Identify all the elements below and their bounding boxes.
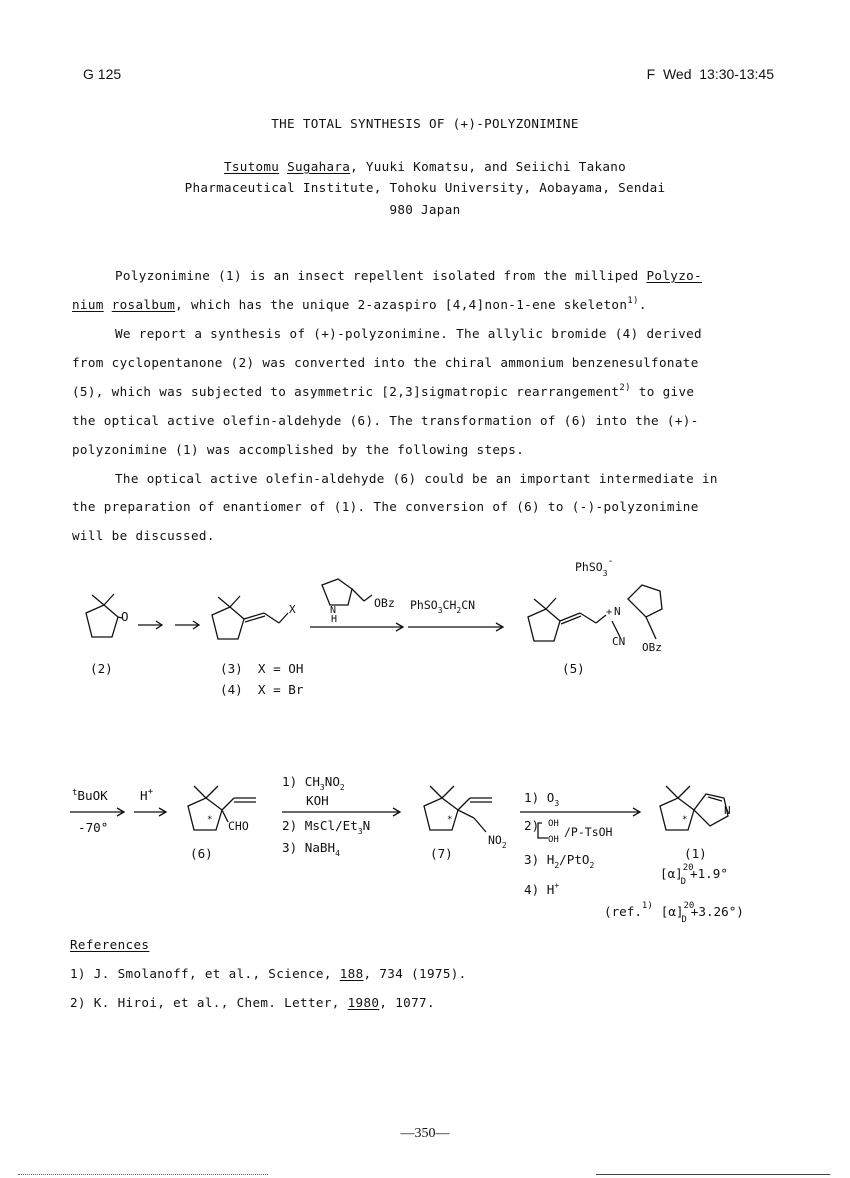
aldehyde-group: CHO (228, 819, 249, 833)
step-b1: 1) $O_3$ (524, 790, 560, 808)
affiliation-line-2: 980 Japan (389, 202, 461, 217)
reference-rotation: (ref.$^{1)}$ $[\alpha]^{20}$ D+3.26°) (604, 901, 744, 925)
acid-reagent: H+ (140, 787, 154, 803)
ammonium-charge: + (606, 607, 613, 618)
benzenesulfonate-anion: PhSO$_3$- (575, 556, 614, 578)
paragraph-1-line-2: nium rosalbum, which has the unique 2-azaspiro [4,4]non-1-ene skeleton$^{1)}$. (72, 296, 647, 312)
compound-label-2: (2) (90, 661, 113, 676)
ammonium-n: N (614, 605, 621, 618)
reaction-scheme-2 (0, 770, 850, 930)
author-line (0, 159, 850, 174)
step-b4: 4) H+ (524, 881, 560, 897)
optical-rotation: $[\alpha]^{20}$ D+1.9° (660, 863, 728, 887)
stereocenter-mark-6: * (207, 815, 213, 825)
ketone-oxygen: O (121, 609, 129, 624)
reagent-obz: OBz (374, 596, 395, 610)
author-first-name: Tsutomu (223, 159, 280, 174)
affiliation-line-1: Pharmaceutical Institute, Tohoku University, Aobayama, Sendai (184, 180, 666, 195)
product-obz: OBz (642, 641, 662, 654)
allyl-ring (212, 607, 244, 639)
author-rest: , Yuuki Komatsu, and Seiichi Takano (350, 159, 626, 174)
step-a1: 1) $CH_3NO_2$ (282, 774, 345, 792)
cyclopentanone-ring (86, 605, 118, 637)
product-cn: CN (612, 635, 626, 648)
compound-label-7: (7) (430, 846, 453, 861)
bottom-rule-right (596, 1174, 830, 1175)
pyrrolidine-n: N (330, 605, 337, 616)
stereocenter-mark-1: * (682, 815, 688, 825)
reaction-scheme-1 (0, 555, 850, 715)
step-b3: 3) $H_2/PtO_2$ (524, 852, 595, 870)
paragraph-3-line-2: the preparation of enantiomer of (1). The conversion of (6) to (-)-polyzonimine (72, 499, 699, 514)
compound-label-3: (3) X = OH (220, 661, 304, 676)
bottom-rule-left (18, 1174, 268, 1175)
paragraph-3-line-3: will be discussed. (72, 528, 215, 543)
glycol-oh-1: OH (548, 819, 559, 829)
paragraph-2-line-5: polyzonimine (1) was accomplished by the following steps. (72, 442, 525, 457)
compound-label-1: (1) (684, 846, 707, 861)
reaction-temperature: -70° (78, 820, 109, 835)
step-b2: 2) (524, 818, 540, 833)
compound-label-6: (6) (190, 846, 213, 861)
page-number: —350— (400, 1126, 450, 1141)
paragraph-1-line-1: Polyzonimine (1) is an insect repellent isolated from the milliped Polyzo- (115, 268, 702, 283)
paper-code: G 125 (83, 66, 122, 82)
reference-1: 1) J. Smolanoff, et al., Science, 188, 734 (1975). (70, 966, 467, 981)
step-b2-acid: /P-TsOH (564, 825, 613, 839)
paragraph-3-line-1: The optical active olefin-aldehyde (6) could be an important intermediate in (115, 471, 718, 486)
paper-title: THE TOTAL SYNTHESIS OF (+)-POLYZONIMINE (271, 116, 579, 131)
pyrrolidine-h: H (331, 614, 338, 625)
paragraph-2-line-2: from cyclopentanone (2) was converted into the chiral ammonium benzenesulfonate (72, 355, 699, 370)
step-a2: 2) MsCl/$Et_3N$ (282, 818, 371, 836)
stereocenter-mark-7: * (447, 815, 453, 825)
reagent-phso3: $PhSO_3CH_2CN$ (410, 598, 476, 615)
substituent-x: X (289, 603, 296, 616)
nitro-group: $NO_2$ (488, 833, 507, 850)
paragraph-2-line-4: the optical active olefin-aldehyde (6). The transformation of (6) into the (+)- (72, 413, 699, 428)
glycol-oh-2: OH (548, 835, 559, 845)
reference-2: 2) K. Hiroi, et al., Chem. Letter, 1980, 1077. (70, 995, 435, 1010)
imine-n: N (724, 804, 731, 817)
step-a1-base: KOH (306, 793, 329, 808)
paragraph-2-line-3: (5), which was subjected to asymmetric [2,3]sigmatropic rearrangement$^{2)}$ to give (72, 383, 695, 399)
references-heading: References (70, 937, 150, 952)
compound-label-5: (5) (562, 661, 585, 676)
session-time: F Wed 13:30-13:45 (646, 66, 774, 82)
paragraph-2-line-1: We report a synthesis of (+)-polyzonimine. The allylic bromide (4) derived (115, 326, 702, 341)
base-reagent: $^t$BuOK (72, 788, 108, 803)
compound-label-4: (4) X = Br (220, 682, 304, 697)
author-last-name: Sugahara (287, 159, 351, 174)
step-a3: 3) NaBH$_4$ (282, 840, 340, 858)
